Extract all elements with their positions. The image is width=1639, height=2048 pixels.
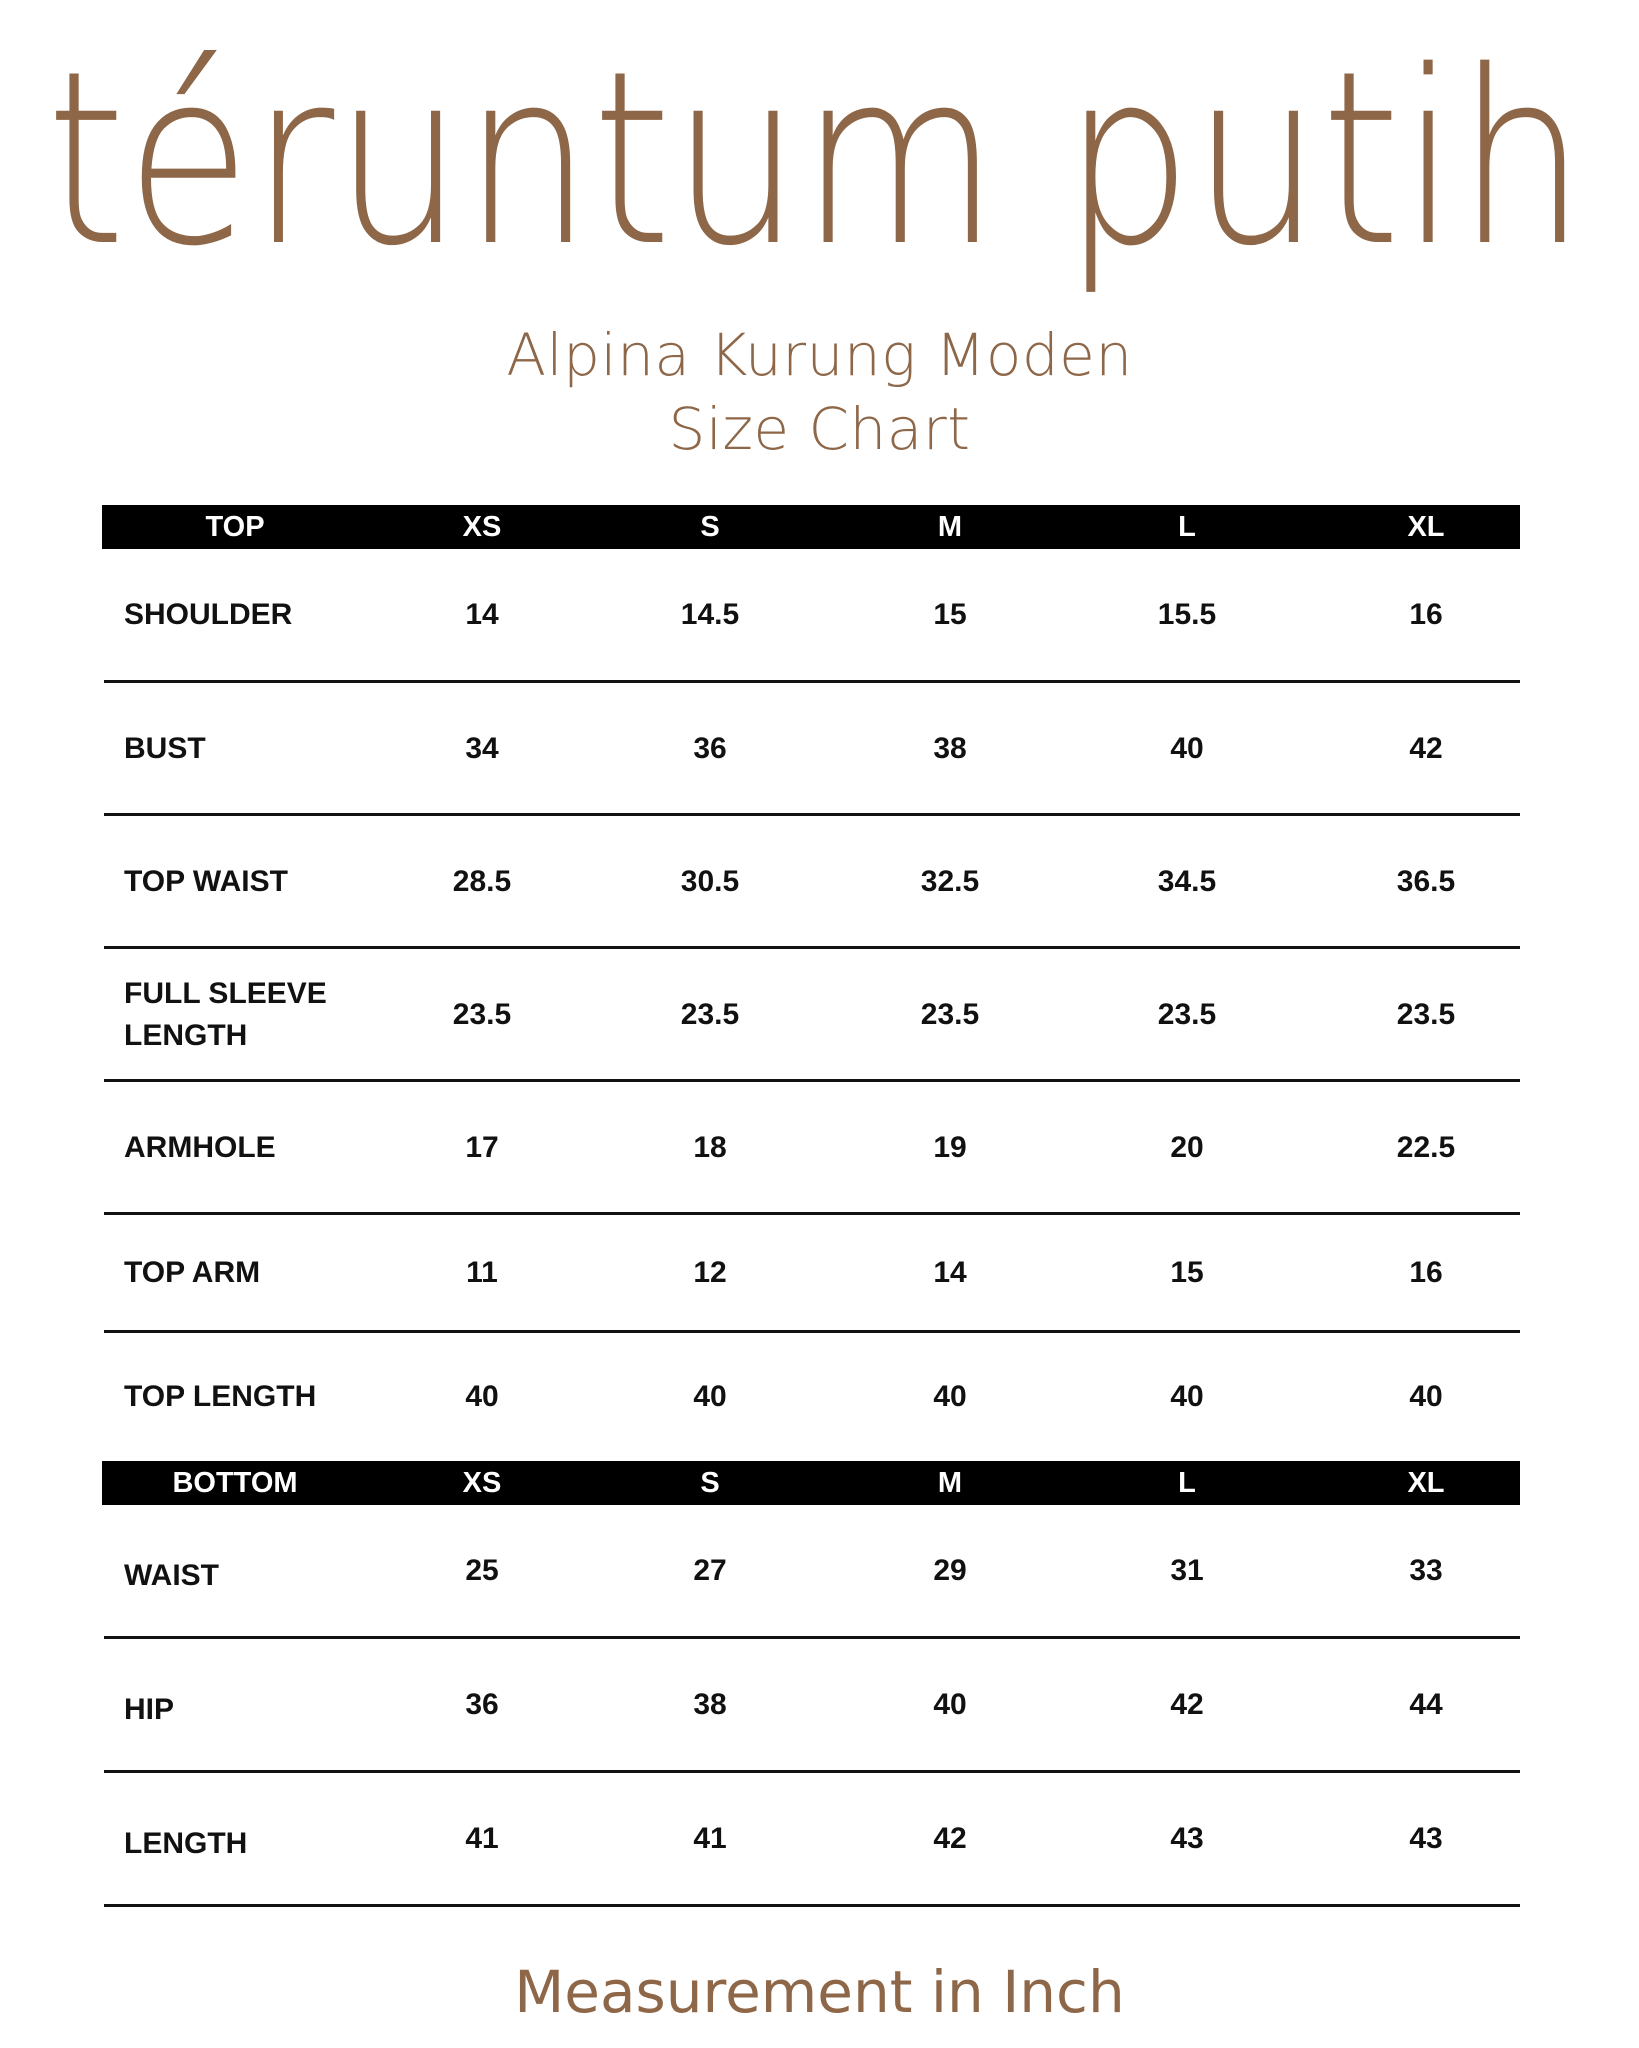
cell-l: 42: [1170, 1688, 1204, 1721]
cell-xl: 42: [1409, 732, 1443, 765]
cell-m: 19: [933, 1131, 967, 1164]
table-row: [102, 1773, 1520, 1905]
table-row: [102, 816, 1520, 948]
cell-s: 27: [693, 1554, 727, 1587]
cell-m: 23.5: [920, 998, 980, 1031]
cell-xs: 25: [465, 1554, 499, 1587]
cell-xl: 36.5: [1396, 865, 1456, 898]
row-label: WAIST: [124, 1559, 219, 1592]
cell-xs: 41: [465, 1822, 499, 1855]
cell-s: 30.5: [680, 865, 740, 898]
cell-l: 15.5: [1157, 598, 1217, 631]
header-size-l: L: [1178, 510, 1196, 543]
bottom-header-row: [102, 1461, 1520, 1505]
row-label: LENGTH: [124, 1827, 248, 1860]
row-label: BUST: [124, 732, 206, 765]
header-size-m: M: [937, 510, 963, 543]
cell-xs: 23.5: [452, 998, 512, 1031]
cell-xs: 14: [465, 598, 499, 631]
chart-title: Size Chart: [668, 395, 971, 463]
cell-xl: 44: [1409, 1688, 1443, 1721]
brand-logo: [0, 0, 1639, 320]
cell-m: 42: [933, 1822, 967, 1855]
cell-xl: 23.5: [1396, 998, 1456, 1031]
cell-xs: 17: [465, 1131, 499, 1164]
row-divider: [104, 1904, 1520, 1907]
header-size-s: S: [700, 1466, 720, 1499]
brand-wordmark: téruntum putih: [46, 19, 1586, 299]
product-title: Alpina Kurung Moden: [506, 321, 1133, 389]
table-row: [102, 1333, 1520, 1461]
cell-xl: 43: [1409, 1822, 1443, 1855]
cell-s: 18: [693, 1131, 727, 1164]
header-size-xl: XL: [1407, 1466, 1445, 1499]
table-row: [102, 1505, 1520, 1637]
row-label: ARMHOLE: [124, 1131, 276, 1164]
cell-l: 31: [1170, 1554, 1204, 1587]
cell-m: 14: [933, 1256, 967, 1289]
row-label: TOP LENGTH: [124, 1380, 317, 1413]
row-label: HIP: [124, 1693, 175, 1726]
cell-xs: 36: [465, 1688, 499, 1721]
header-size-xl: XL: [1407, 510, 1445, 543]
cell-s: 12: [693, 1256, 727, 1289]
cell-s: 14.5: [680, 598, 740, 631]
cell-xl: 16: [1409, 1256, 1443, 1289]
cell-l: 40: [1170, 732, 1204, 765]
table-row: [102, 949, 1520, 1081]
cell-m: 15: [933, 598, 967, 631]
cell-s: 23.5: [680, 998, 740, 1031]
cell-s: 40: [693, 1380, 727, 1413]
cell-m: 29: [933, 1554, 967, 1587]
cell-xl: 16: [1409, 598, 1443, 631]
row-label: FULL SLEEVE LENGTH: [124, 977, 327, 1052]
row-label: TOP WAIST: [124, 865, 288, 898]
cell-m: 38: [933, 732, 967, 765]
table-row: [102, 1639, 1520, 1771]
top-header-label: TOP: [205, 510, 265, 543]
cell-xs: 34: [465, 732, 499, 765]
bottom-header-label: BOTTOM: [172, 1466, 298, 1499]
cell-l: 20: [1170, 1131, 1204, 1164]
cell-xs: 11: [466, 1256, 498, 1289]
cell-xl: 33: [1409, 1554, 1443, 1587]
cell-m: 32.5: [920, 865, 980, 898]
cell-s: 38: [693, 1688, 727, 1721]
top-header-row: [102, 505, 1520, 549]
cell-l: 43: [1170, 1822, 1204, 1855]
header-size-l: L: [1178, 1466, 1196, 1499]
cell-s: 41: [693, 1822, 727, 1855]
table-row: [102, 1215, 1520, 1331]
table-row: [102, 549, 1520, 681]
cell-s: 36: [693, 732, 727, 765]
measurement-note: Measurement in Inch: [514, 1958, 1125, 2026]
cell-m: 40: [933, 1380, 967, 1413]
table-row: [102, 1082, 1520, 1214]
row-label: SHOULDER: [124, 598, 293, 631]
table-row: [102, 683, 1520, 815]
header-size-s: S: [700, 510, 720, 543]
cell-l: 34.5: [1157, 865, 1217, 898]
cell-xl: 22.5: [1396, 1131, 1456, 1164]
row-label: TOP ARM: [124, 1256, 261, 1289]
cell-xs: 40: [465, 1380, 499, 1413]
header-size-xs: XS: [462, 510, 502, 543]
cell-l: 23.5: [1157, 998, 1217, 1031]
cell-l: 15: [1170, 1256, 1204, 1289]
cell-m: 40: [933, 1688, 967, 1721]
cell-xs: 28.5: [452, 865, 512, 898]
cell-xl: 40: [1409, 1380, 1443, 1413]
header-size-m: M: [937, 1466, 963, 1499]
cell-l: 40: [1170, 1380, 1204, 1413]
header-size-xs: XS: [462, 1466, 502, 1499]
